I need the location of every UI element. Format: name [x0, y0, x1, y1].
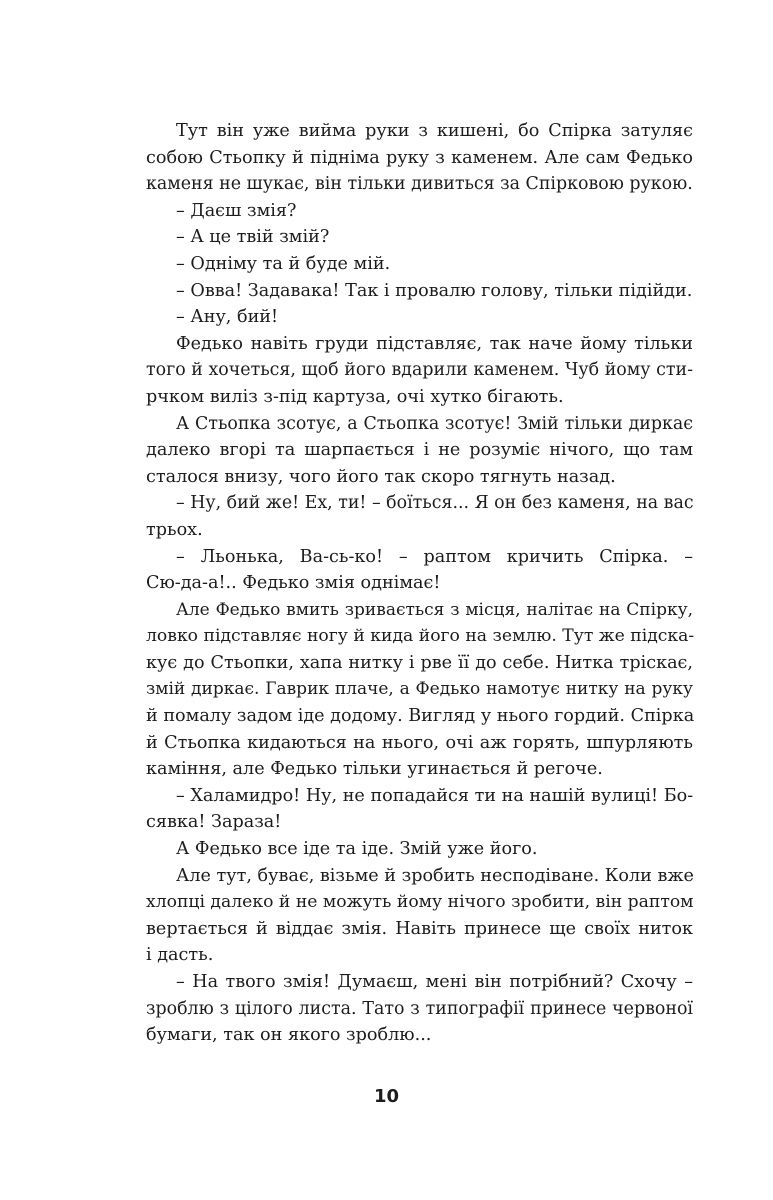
text-line: – Ну, бий же! Ех, ти! – боїться... Я он без каменя, на вас: [176, 493, 694, 514]
text-line: й помалу задом іде додому. Вигляд у нього гордий. Спірка: [146, 706, 695, 727]
text-line: каменя не шукає, він тільки дивиться за Спірковою рукою.: [146, 174, 693, 195]
text-line: трьох.: [146, 519, 203, 540]
text-line: сталося внизу, чого його так скоро тягнуть назад.: [146, 466, 616, 487]
text-line: собою Стьопку й підніма руку з каменем. Але сам Федько: [146, 147, 693, 168]
text-line: змій диркає. Гаврик плаче, а Федько намотує нитку на руку: [146, 679, 693, 700]
text-line: ловко підставляє ногу й кида його на землю. Тут же підска-: [146, 626, 695, 647]
text-line: – А це твій змій?: [176, 227, 330, 248]
text-line: Але тут, буває, візьме й зробить несподіване. Коли вже: [176, 865, 694, 886]
text-line: Тут він уже вийма руки з кишені, бо Спірка затуляє: [176, 121, 693, 141]
body-text: [146, 118, 695, 1049]
text-line: рчком виліз з-під картуза, очі хутко бігають.: [146, 386, 564, 407]
text-line: і дасть.: [146, 945, 214, 966]
text-line: – Ану, бий!: [176, 307, 279, 328]
text-line: Але Федько вмить зривається з місця, налітає на Спірку,: [176, 599, 693, 620]
text-line: – Одніму та й буде мій.: [176, 253, 391, 274]
text-line: каміння, але Федько тільки угинається й регоче.: [146, 759, 603, 780]
text-line: хлопці далеко й не можуть йому нічого зробити, він раптом: [146, 892, 694, 913]
text-line: А Федько все іде та іде. Змій уже його.: [176, 839, 538, 860]
text-line: кує до Стьопки, хапа нитку і рве її до себе. Нитка тріскає,: [146, 652, 693, 673]
text-line: далеко вгорі та шарпається і не розуміє нічого, що там: [146, 440, 693, 461]
text-line: – Халамидро! Ну, не попадайся ти на нашій вулиці! Бо-: [176, 785, 694, 806]
text-line: й Стьопка кидаються на нього, очі аж горять, шпурляють: [146, 732, 693, 753]
text-line: зроблю з цілого листа. Тато з типографії принесе червоної: [146, 998, 693, 1019]
text-line: Сю-да-а!.. Федько змія однімає!: [146, 573, 441, 594]
text-line: того й хочеться, щоб його вдарили каменем. Чуб йому сти-: [146, 360, 693, 381]
page-number: 10: [373, 1086, 400, 1107]
text-line: Федько навіть груди підставляє, так наче йому тільки: [176, 333, 693, 354]
text-line: бумаги, так он якого зроблю...: [146, 1025, 432, 1046]
text-line: сявка! Зараза!: [146, 812, 282, 833]
text-line: – Овва! Задавака! Так і провалю голову, тільки підійди.: [176, 280, 693, 301]
text-line: вертається й віддає змія. Навіть принесе ще своїх ниток: [146, 918, 693, 939]
text-line: А Стьопка зсотує, а Стьопка зсотує! Змій тільки диркає: [176, 413, 693, 434]
text-line: – На твого змія! Думаєш, мені він потрібний? Схочу –: [176, 972, 693, 992]
text-line: – Даєш змія?: [176, 200, 297, 221]
text-line: – Льонька, Ва-сь-ко! – раптом кричить Спірка. –: [176, 546, 693, 567]
